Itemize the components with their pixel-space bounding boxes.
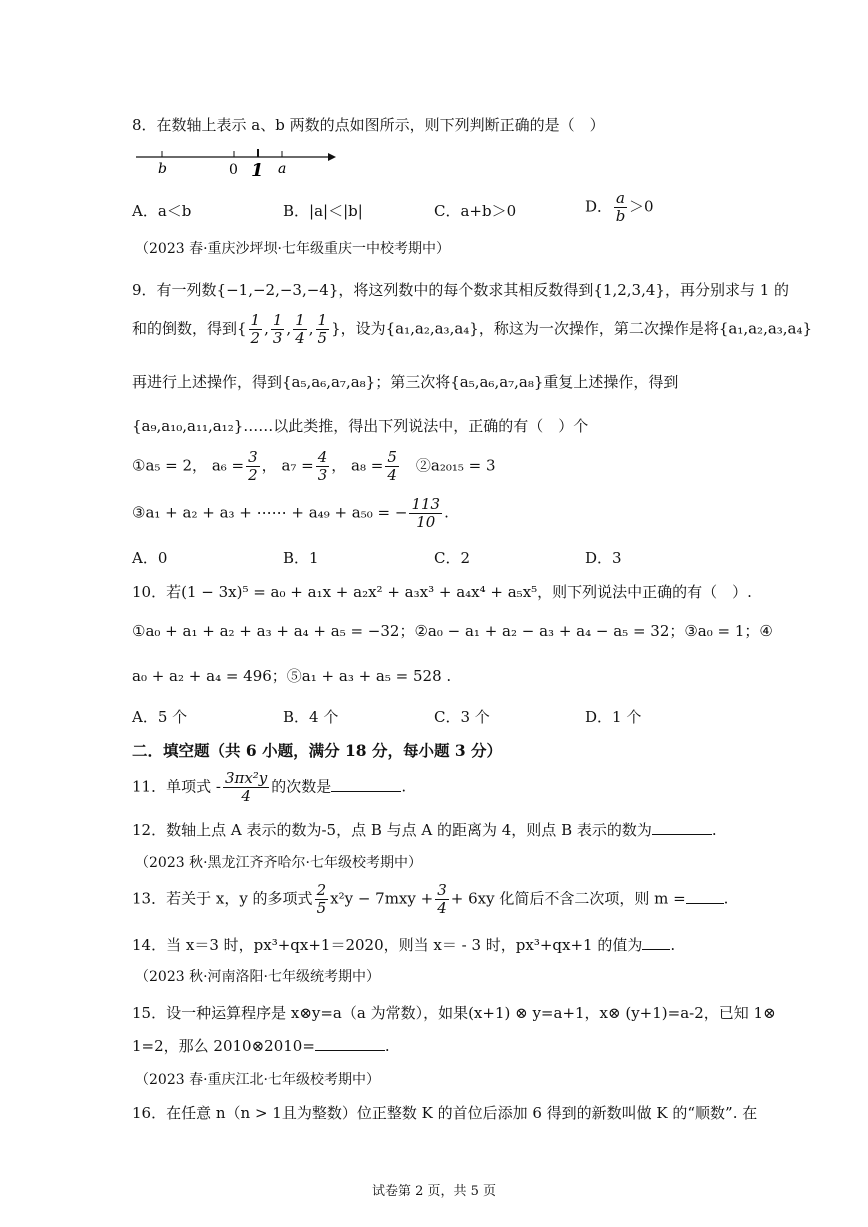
q8-option-d-label: D． — [585, 197, 613, 216]
frac-denominator: b — [615, 207, 626, 225]
q9-option-b: B．1 — [283, 549, 319, 567]
q10-option-c: C．3 个 — [434, 708, 490, 726]
source-note-2: （2023 秋·黑龙江齐齐哈尔·七年级校考期中） — [135, 855, 422, 871]
page-footer: 试卷第 2 页，共 5 页 — [371, 1184, 497, 1199]
frac-denominator: 5 — [316, 899, 327, 917]
frac-numerator: 1 — [272, 311, 283, 329]
q10-line-2: ①a₀ + a₁ + a₂ + a₃ + a₄ + a₅ = −32；②a₀ − a₁ + a₂ − a₃ + a₄ − a₅ = 32；③a₀ = 1；④ — [132, 622, 773, 640]
q10-line-1: 10．若(1 − 3x)⁵ = a₀ + a₁x + a₂x² + a₃x³ + a₄x⁴ + a₅x⁵，则下列说法中正确的有（ ）. — [132, 583, 752, 601]
frac-numerator: 4 — [317, 448, 328, 466]
frac — [315, 882, 329, 917]
number-line-figure — [132, 146, 342, 180]
q15-line-1: 15．设一种运算程序是 x⊗y=a（a 为常数），如果(x+1) ⊗ y=a+1，x⊗ (y+1)=a-2，已知 1⊗ — [132, 1004, 776, 1022]
q11-end: . — [401, 777, 407, 796]
q9-s3-post: . — [444, 503, 449, 522]
frac — [385, 449, 399, 484]
frac-numerator: 3 — [437, 881, 447, 899]
frac-denominator: 10 — [416, 513, 436, 531]
q13-end: . — [723, 889, 729, 908]
q9-option-a: A．0 — [132, 549, 168, 567]
frac — [246, 449, 260, 484]
nl-label-b: b — [158, 161, 167, 177]
frac-denominator: 4 — [241, 787, 251, 805]
frac-denominator: 2 — [250, 329, 261, 347]
q10-option-b: B．4 个 — [283, 708, 339, 726]
q8-option-d — [585, 190, 654, 225]
source-note-4: （2023 春·重庆江北·七年级校考期中） — [135, 1072, 380, 1088]
q8-option-b: B．|a|＜|b| — [283, 202, 363, 220]
q9-line-2: 和的倒数，得到{ $\frac{1}{2}$ , $\frac{1}{3}$ , $\frac{1}{4}$ , $\frac{1}{5}$ }，设为{a₁,a₂,a₃,a₄}，称这为一次操作，第二次操作是将{a₁,a₂,a₃,a₄} — [132, 311, 813, 347]
q8-option-d-tail: ＞0 — [628, 197, 654, 216]
q9-line-2-post: }，设为{a₁,a₂,a₃,a₄}，称这为一次操作，第二次操作是将{a₁,a₂,a₃,a₄} — [331, 319, 813, 338]
q8-option-c: C．a+b＞0 — [434, 202, 517, 220]
answer-blank[interactable] — [331, 777, 401, 792]
q15-end: . — [384, 1037, 390, 1055]
q9-s1-post: ②a₂₀₁₅ = 3 — [400, 456, 496, 475]
frac-numerator: 3πx²y — [224, 769, 268, 787]
q11 — [132, 770, 406, 805]
answer-blank[interactable] — [686, 889, 724, 904]
q10-option-a: A．5 个 — [132, 708, 188, 726]
q8-stem: 8．在数轴上表示 a、b 两数的点如图所示，则下列判断正确的是（ ） — [132, 116, 605, 134]
answer-blank[interactable] — [652, 820, 712, 835]
frac-numerator: 113 — [411, 495, 441, 513]
q9-s1-pre: ①a₅ = 2， a₆ = — [132, 456, 245, 475]
q9-line-4: {a₉,a₁₀,a₁₁,a₁₂}……以此类推，得出下列说法中，正确的有（ ）个 — [132, 417, 589, 435]
q14-text: 14．当 x＝3 时，px³+qx+1＝2020，则当 x＝ - 3 时，px³+qx+1 的值为 — [132, 936, 643, 954]
q9-option-c: C．2 — [434, 549, 471, 567]
nl-label-a: a — [278, 161, 287, 177]
q14-end: . — [670, 936, 676, 954]
frac — [316, 449, 330, 484]
q9-statement-3 — [132, 496, 449, 531]
q10-line-3: a₀ + a₂ + a₄ = 496；⑤a₁ + a₃ + a₅ = 528 . — [132, 667, 452, 685]
q8-option-a: A．a＜b — [132, 202, 192, 220]
nl-label-zero: 0 — [229, 162, 238, 178]
q15-line-2 — [132, 1035, 390, 1056]
frac-denominator: 2 — [248, 466, 258, 484]
source-note-3: （2023 秋·河南洛阳·七年级统考期中） — [135, 969, 380, 985]
frac — [409, 496, 442, 531]
frac-numerator: 2 — [316, 881, 327, 899]
nl-label-one: 1 — [251, 160, 264, 180]
q8-option-d-fraction — [614, 190, 627, 225]
frac — [435, 882, 449, 917]
source-note-1: （2023 春·重庆沙坪坝·七年级重庆一中校考期中） — [135, 241, 450, 257]
q16-line-1: 16．在任意 n（n > 1且为整数）位正整数 K 的首位后添加 6 得到的新数叫做 K 的“顺数”. 在 — [132, 1104, 758, 1122]
q9-s1-mid1: ， a₇ = — [261, 456, 314, 475]
q12 — [132, 819, 717, 840]
q9-line-3: 再进行上述操作，得到{a₅,a₆,a₇,a₈}；第三次将{a₅,a₆,a₇,a₈}重复上述操作，得到 — [132, 373, 679, 391]
q13-pre: 13．若关于 x，y 的多项式 — [132, 889, 313, 908]
q11-post: 的次数是 — [271, 777, 332, 796]
q14 — [132, 934, 675, 955]
frac-numerator: 3 — [248, 448, 258, 466]
section-heading-fill-in: 二．填空题（共 6 小题，满分 18 分，每小题 3 分） — [132, 741, 503, 760]
q9-statement-1-2 — [132, 449, 496, 484]
frac-1-3 — [271, 312, 285, 347]
q13-mid: x²y − 7mxy + — [330, 889, 434, 908]
frac-denominator: 4 — [437, 899, 447, 917]
q12-text: 12．数轴上点 A 表示的数为-5，点 B 与点 A 的距离为 4，则点 B 表示的数为 — [132, 821, 652, 839]
frac-numerator: a — [616, 189, 625, 207]
answer-blank[interactable] — [642, 935, 670, 950]
q9-line-1: 9．有一列数{−1,−2,−3,−4}，将这列数中的每个数求其相反数得到{1,2,3,4}，再分别求与 1 的 — [132, 281, 790, 299]
frac-denominator: 5 — [317, 329, 328, 347]
q9-option-d: D．3 — [585, 549, 622, 567]
q11-pre: 11．单项式 - — [132, 777, 221, 796]
q9-s1-mid2: ， a₈ = — [331, 456, 384, 475]
frac-numerator: 5 — [387, 448, 397, 466]
frac-numerator: 1 — [295, 311, 305, 329]
q9-line-2-pre: 和的倒数，得到{ — [132, 319, 247, 338]
frac-1-4 — [293, 312, 307, 347]
frac-denominator: 3 — [317, 466, 328, 484]
frac-numerator: 1 — [250, 311, 261, 329]
frac-1-2 — [249, 312, 263, 347]
q13-post: + 6xy 化简后不含二次项，则 m = — [450, 889, 686, 908]
frac-denominator: 4 — [295, 329, 305, 347]
q15-line-2-text: 1=2，那么 2010⊗2010= — [132, 1037, 315, 1055]
q12-end: . — [711, 821, 717, 839]
frac-denominator: 3 — [272, 329, 283, 347]
answer-blank[interactable] — [315, 1036, 385, 1051]
frac-numerator: 1 — [317, 311, 328, 329]
frac-1-5 — [316, 312, 330, 347]
q13 — [132, 882, 728, 917]
frac-denominator: 4 — [387, 466, 397, 484]
frac — [223, 770, 269, 805]
q10-option-d: D．1 个 — [585, 708, 642, 726]
q9-s3-pre: ③a₁ + a₂ + a₃ + ⋯⋯ + a₄₉ + a₅₀ = − — [132, 503, 408, 522]
